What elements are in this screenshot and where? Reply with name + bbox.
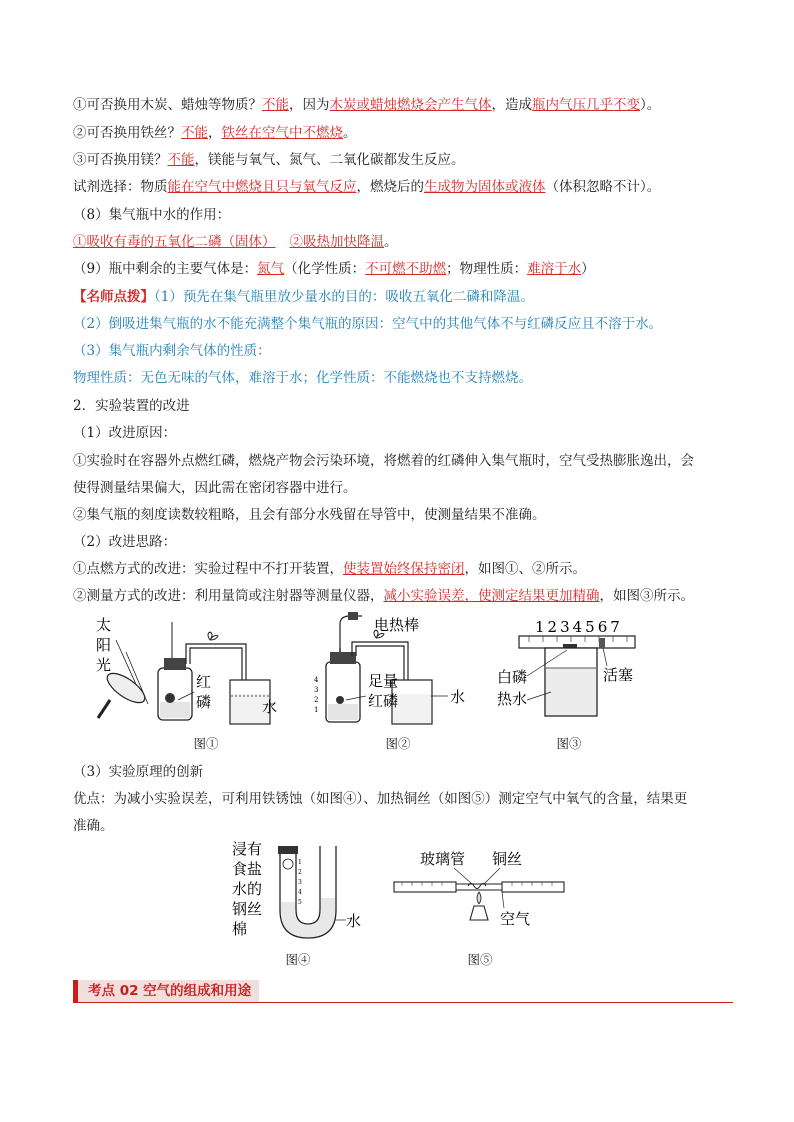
text-line-20: （3）实验原理的创新 [73, 764, 204, 780]
scale-mark-1: 1 [314, 706, 319, 714]
section-title: 考点 02 空气的组成和用途 [73, 980, 259, 1002]
ruler-scale: 1234567 [535, 618, 623, 636]
label-hot-water: 热水 [497, 690, 528, 708]
figure-5-diagram [392, 846, 572, 941]
section-banner [73, 980, 733, 1003]
text-line-1: ①可否换用木炭、蜡烛等物质？不能，因为木炭或蜡烛燃烧会产生气体，造成瓶内气压几乎不变）。 [73, 97, 661, 113]
label-water: 水 [262, 698, 278, 716]
label-red-p: 红磷 [368, 692, 399, 710]
label-sun-1: 太 [96, 616, 112, 634]
label-water: 水 [346, 912, 362, 930]
label-soaked-3: 水的 [232, 880, 263, 898]
text-line-18: ①点燃方式的改进：实验过程中不打开装置，使装置始终保持密闭，如图①、②所示。 [73, 561, 586, 577]
answer: 使装置始终保持密闭 [343, 561, 465, 577]
figure-2-diagram [310, 612, 480, 732]
scale-3: 3 [298, 879, 302, 886]
answer: 瓶内气压几乎不变 [532, 97, 640, 113]
text-line-17: （2）改进思路： [73, 534, 177, 550]
answer: 能在空气中燃烧且只与氧气反应 [167, 179, 357, 195]
label-heating-rod: 电热棒 [374, 616, 420, 634]
figure-3-diagram [495, 612, 645, 732]
scale-mark-2: 2 [314, 696, 319, 704]
label-soaked-5: 棉 [232, 920, 248, 938]
text-line-13: （1）改进原因： [73, 425, 177, 441]
text-line-9: （2）倒吸进集气瓶的水不能充满整个集气瓶的原因：空气中的其他气体不与红磷反应且不溶于水。 [73, 316, 663, 332]
answer: 生成物为固体或液体 [424, 179, 546, 195]
caption-fig-2: 图② [385, 736, 411, 751]
label-soaked-1: 浸有 [232, 840, 263, 858]
label-soaked-4: 钢丝 [232, 900, 263, 918]
answer: ①吸收有毒的五氧化二磷（固体） [73, 234, 276, 250]
figure-4-diagram [228, 838, 378, 948]
figure-2 [310, 612, 480, 732]
text-line-3: ③可否换用镁？不能，镁能与氧气、氮气、二氧化碳都发生反应。 [73, 152, 465, 168]
text-line-14: ①实验时在容器外点燃红磷，燃烧产物会污染环境，将燃着的红磷伸入集气瓶时，空气受热膨胀逸出，会 [73, 453, 694, 469]
answer: 不可燃不助燃 [365, 261, 447, 277]
answer: 不能 [262, 97, 289, 113]
caption-fig-1: 图① [193, 736, 219, 751]
answer: 氮气 [257, 261, 285, 277]
label-sun-3: 光 [96, 656, 112, 674]
answer: ②吸热加快降温 [289, 234, 384, 250]
text-line-6: ①吸收有毒的五氧化二磷（固体） ②吸热加快降温。 [73, 234, 398, 250]
label-air: 空气 [500, 910, 531, 928]
figure-1 [86, 612, 286, 732]
answer: 不能 [167, 152, 195, 168]
text-line-15: 使得测量结果偏大，因此需在密闭容器中进行。 [73, 480, 357, 496]
answer: 难溶于水 [527, 261, 582, 277]
label-water: 水 [450, 688, 466, 706]
text-line-16: ②集气瓶的刻度读数较粗略，且会有部分水残留在导管中，使测量结果不准确。 [73, 507, 546, 523]
scale-mark-4: 4 [314, 676, 319, 684]
answer: 木炭或蜡烛燃烧会产生气体 [329, 97, 492, 113]
scale-4: 4 [298, 889, 302, 896]
caption-fig-4: 图④ [285, 952, 311, 967]
label-sun-2: 阳 [96, 636, 112, 654]
text-line-7: （9）瓶中剩余的主要气体是：氮气（化学性质：不可燃不助燃；物理性质：难溶于水） [73, 261, 595, 277]
label-copper-wire: 铜丝 [492, 850, 523, 868]
label-soaked-2: 食盐 [232, 860, 263, 878]
label-ample: 足量 [368, 672, 399, 690]
text-line-19: ②测量方式的改进：利用量筒或注射器等测量仪器，减小实验误差，使测定结果更加精确，如图③所示。 [73, 588, 694, 604]
label-white-p: 白磷 [497, 668, 528, 686]
text-line-5: （8）集气瓶中水的作用： [73, 207, 231, 223]
text-line-21: 优点：为减小实验误差，可利用铁锈蚀（如图④）、加热铜丝（如图⑤）测定空气中氧气的含量，结果更 [73, 791, 688, 807]
text-line-8: 【名师点拨】（1）预先在集气瓶里放少量水的目的：吸收五氧化二磷和降温。 [73, 289, 534, 305]
text-line-2: ②可否换用铁丝？不能，铁丝在空气中不燃烧。 [73, 125, 357, 141]
tip-label: 【名师点拨】 [73, 289, 154, 305]
answer: 铁丝在空气中不燃烧 [221, 125, 343, 141]
figure-5 [392, 846, 572, 941]
scale-2: 2 [298, 869, 302, 876]
caption-fig-5: 图⑤ [467, 952, 493, 967]
text-line-4: 试剂选择：物质能在空气中燃烧且只与氧气反应，燃烧后的生成物为固体或液体（体积忽略不计）。 [73, 179, 661, 195]
label-piston: 活塞 [603, 666, 634, 684]
label-red-p-1: 红 [196, 673, 212, 691]
figure-3 [495, 612, 645, 732]
text-line-10: （3）集气瓶内剩余气体的性质： [73, 343, 271, 359]
caption-fig-3: 图③ [556, 736, 582, 751]
answer: 减小实验误差，使测定结果更加精确 [383, 588, 600, 604]
answer: 不能 [181, 125, 208, 141]
scale-1: 1 [298, 859, 302, 866]
label-glass-tube: 玻璃管 [420, 850, 466, 868]
figure-1-diagram [86, 612, 286, 732]
text-line-22: 准确。 [73, 818, 114, 834]
text-line-11: 物理性质：无色无味的气体，难溶于水；化学性质：不能燃烧也不支持燃烧。 [73, 370, 532, 386]
figure-4 [228, 838, 378, 948]
text-line-12: 2．实验装置的改进 [73, 398, 190, 414]
label-red-p-2: 磷 [196, 693, 212, 711]
scale-5: 5 [298, 899, 302, 906]
scale-mark-3: 3 [314, 686, 319, 694]
